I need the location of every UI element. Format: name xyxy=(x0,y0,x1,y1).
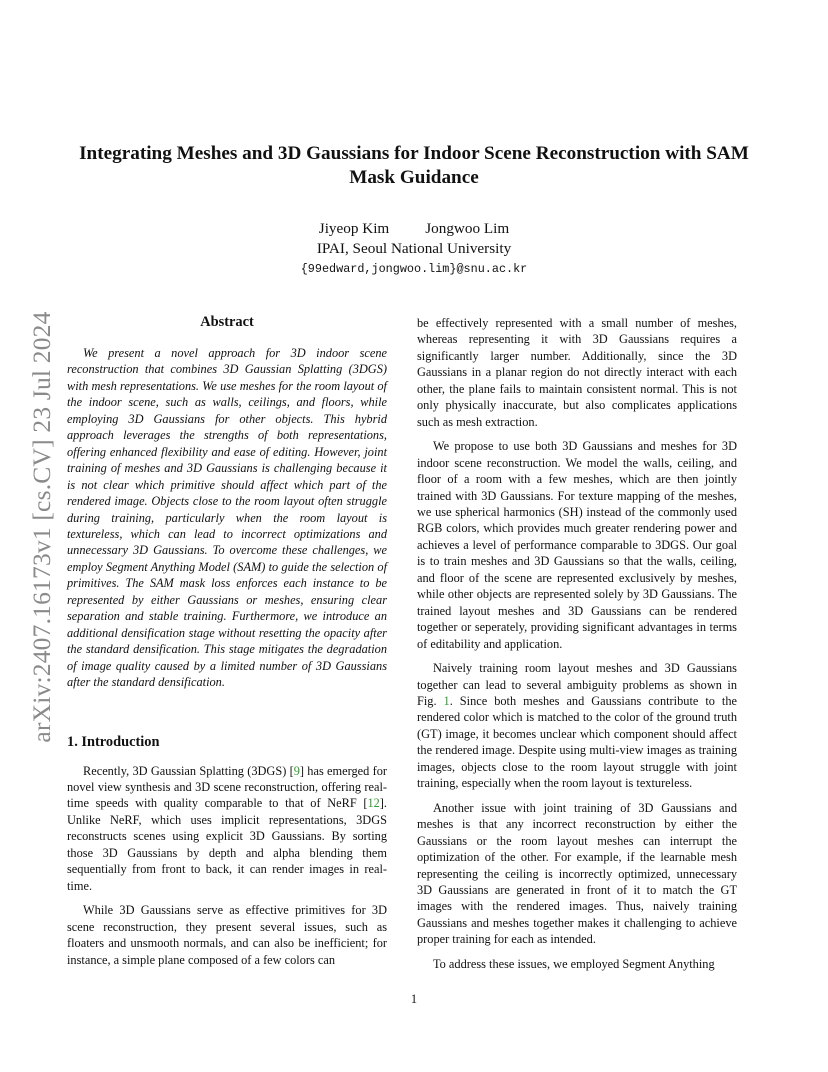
introduction-paragraph: While 3D Gaussians serve as effective primitives for 3D scene reconstruction, they present several issues, such as floaters and unsmooth normals, and can also be inefficient; for instance, a simple plane composed of a few colors can xyxy=(67,903,387,967)
body-paragraph: Naively training room layout meshes and 3D Gaussians together can lead to several ambiguity problems as shown in Fig. 1. Since both meshes and Gaussians contribute to the rendered color which is matched to the color of the ground truth (GT) image, it becomes unclear which component should affect the rendered image. Despite using multi-view images as training images, objects close to the room layout struggle with joint training, especially when the room layout is textureless. xyxy=(417,661,737,791)
introduction-paragraph: Recently, 3D Gaussian Splatting (3DGS) [9] has emerged for novel view synthesis and 3D scene reconstruction, offering real-time speeds with quality comparable to that of NeRF [12]. Unlike NeRF, which uses implicit representations, 3DGS reconstructs scenes using explicit 3D Gaussians. By sorting those 3D Gaussians by depth and alpha blending them sequentially from front to back, it can render images in real-time. xyxy=(67,763,387,893)
abstract-text: We present a novel approach for 3D indoor scene reconstruction that combines 3D Gaussian Splatting (3DGS) with mesh representations. We use meshes for the room layout of the indoor scene, such as walls, ceilings, and floors, while employing 3D Gaussians for other objects. This hybrid approach leverages the strengths of both representations, offering enhanced flexibility and ease of editing. However, joint training of meshes and 3D Gaussians is challenging because it is not clear which primitive should affect which part of the rendered image. Objects close to the room layout often struggle during training, particularly when the room layout is textureless, which can lead to incorrect optimizations and unnecessary 3D Gaussians. To overcome these challenges, we employ Segment Anything Model (SAM) to guide the selection of primitives. The SAM mask loss enforces each instance to be represented by either Gaussians or meshes, ensuring clear separation and stable training. Furthermore, we introduce an additional densification stage without resetting the opacity after the standard densification. This stage mitigates the degradation of image quality caused by a limited number of 3D Gaussians after the standard densification. xyxy=(67,346,387,690)
introduction-heading: 1. Introduction xyxy=(67,733,160,750)
citation-link[interactable]: 12 xyxy=(367,796,380,811)
author-name: Jiyeop Kim xyxy=(318,220,390,237)
body-paragraph: We propose to use both 3D Gaussians and meshes for 3D indoor scene reconstruction. We model the walls, ceiling, and floor of a room with a few meshes, which are then jointly trained with 3D Gaussians. For texture mapping of the meshes, we use spherical harmonics (SH) instead of the commonly used RGB colors, which provides much greater rendering power and achieves a level of performance comparable to 3DGS. Our goal is to train meshes and 3D Gaussians so that the walls, ceiling, and floor of the scene are represented exclusively by meshes, while other objects are represented solely by 3D Gaussians. The trained layout meshes and 3D Gaussians can be rendered together or seperately, providing significant advantages in terms of editability and application. xyxy=(417,439,737,651)
citation-link[interactable]: 9 xyxy=(293,763,300,778)
body-paragraph: To address these issues, we employed Segment Anything xyxy=(433,956,715,971)
left-column xyxy=(67,313,387,968)
right-column xyxy=(417,315,737,972)
paper-title: Integrating Meshes and 3D Gaussians for Indoor Scene Reconstruction with SAM Mask Guidance xyxy=(79,143,749,188)
author-email[interactable]: {99edward,jongwoo.lim}@snu.ac.kr xyxy=(300,262,528,276)
affiliation: IPAI, Seoul National University xyxy=(316,240,512,257)
figure-reference-link[interactable]: 1 xyxy=(443,693,450,708)
page-number: 1 xyxy=(410,992,418,1006)
body-paragraph: Another issue with joint training of 3D Gaussians and meshes is that any incorrect reconstruction by either the Gaussians or the room layout meshes can interrupt the optimization of the other. For example, if the learnable mesh representing the ceiling is incorrectly optimized, unnecessary 3D Gaussians are generated in front of it to match the GT images with the rendered images. Thus, naively training Gaussians and meshes together makes it challenging to achieve proper training for each as intended. xyxy=(417,800,737,947)
author-list xyxy=(0,219,828,239)
abstract-heading: Abstract xyxy=(200,314,254,330)
body-paragraph: be effectively represented with a small number of meshes, whereas representing it with 3D Gaussians requires a significantly larger number. Additionally, since the 3D Gaussians in a planar region do not directly interact with each other, the plane fails to maintain consistent normal. This is not only physically inaccurate, but also complicates applications such as mesh extraction. xyxy=(417,316,737,429)
arxiv-identifier-stamp: arXiv:2407.16173v1 [cs.CV] 23 Jul 2024 xyxy=(27,311,56,743)
author-name: Jongwoo Lim xyxy=(425,220,510,237)
